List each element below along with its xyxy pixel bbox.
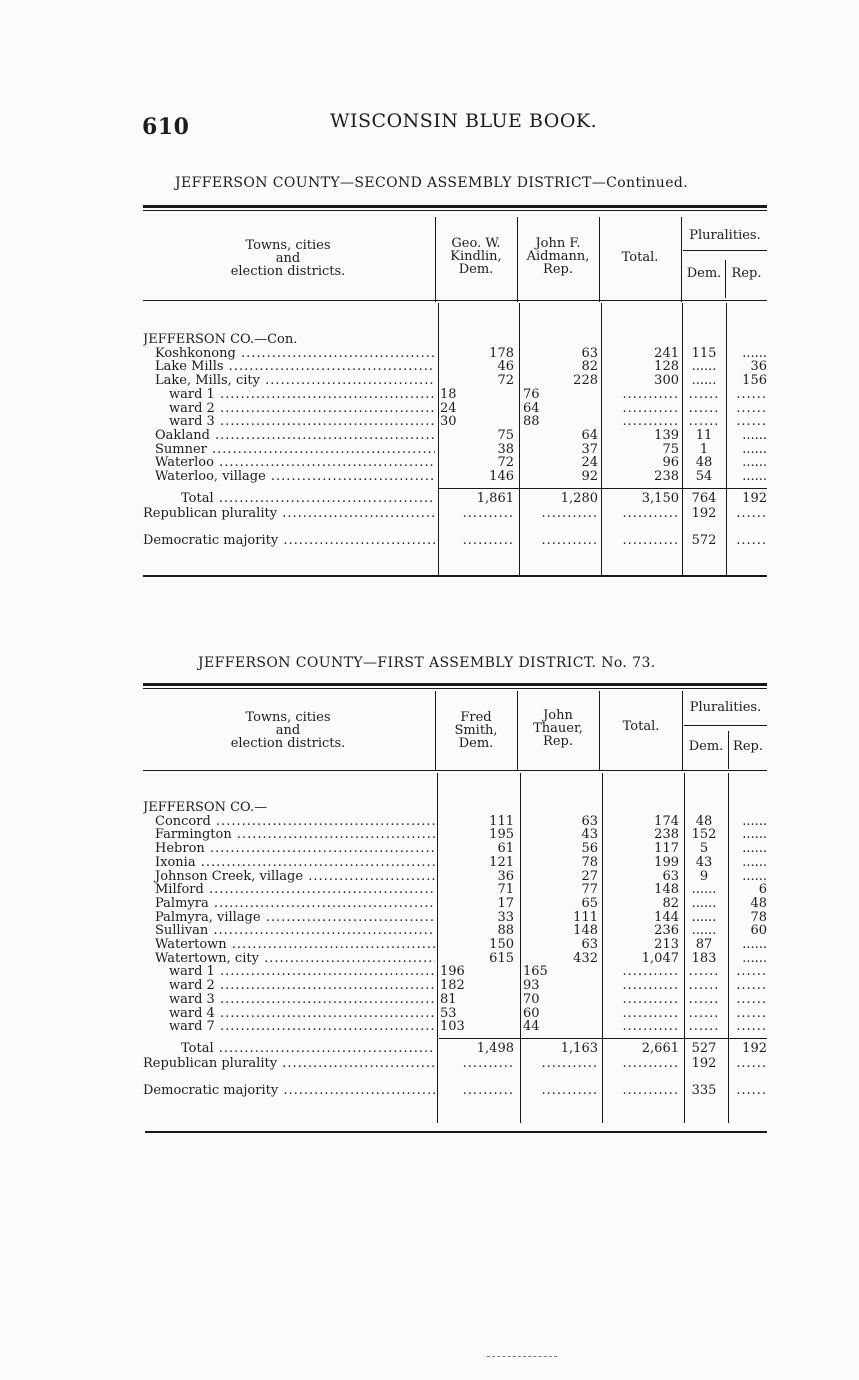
- dem-plurality: 54: [695, 469, 713, 484]
- dot-leader: ...........: [622, 1006, 679, 1021]
- rep-votes: 148: [573, 923, 598, 939]
- dem-votes: 38: [497, 441, 514, 457]
- header-candidate-rep: John F. Aidmann, Rep.: [526, 236, 590, 277]
- election-table: [143, 205, 767, 577]
- dem-plurality: 9: [699, 868, 709, 884]
- dot-leader: ......: [736, 533, 767, 548]
- dem-votes: 150: [489, 937, 514, 952]
- row-label: Watertown .....: [143, 938, 435, 952]
- total-votes: 75: [662, 441, 679, 457]
- rep-plurality: ......: [742, 427, 767, 443]
- table-caption: JEFFERSON COUNTY—FIRST ASSEMBLY DISTRICT. No. 73.: [198, 655, 656, 671]
- table-row: [143, 856, 767, 870]
- header-towns: Towns, cities and election districts.: [230, 710, 346, 751]
- header-rep: Rep.: [733, 739, 763, 754]
- total-votes: 128: [654, 359, 679, 375]
- table-row: [143, 492, 767, 506]
- dem-votes: 36: [497, 868, 514, 884]
- ward-rep-votes: 93: [523, 978, 540, 994]
- total-votes: 238: [654, 827, 679, 843]
- dot-leader: ..........: [462, 1083, 514, 1098]
- dem-plurality: ......: [691, 373, 717, 389]
- header-rep: Rep.: [731, 266, 762, 281]
- rep-plurality: 78: [750, 909, 767, 925]
- table-row: [143, 938, 767, 952]
- election-table: [143, 683, 767, 1133]
- rep-plurality: ......: [742, 469, 767, 484]
- rep-plurality: ......: [742, 854, 767, 870]
- dem-votes: 17: [497, 895, 514, 911]
- section-label: JEFFERSON CO.—Con.: [143, 333, 298, 347]
- row-label: Koshkonong .....: [143, 347, 435, 361]
- ward-dem-votes: 196: [440, 964, 465, 980]
- row-label: ward 7 .....: [143, 1020, 435, 1034]
- row-label: Johnson Creek, village .....: [143, 870, 435, 884]
- total-dem-votes: 1,861: [476, 490, 514, 506]
- rep-plurality: ......: [742, 827, 767, 843]
- row-label: Lake Mills .....: [143, 360, 435, 374]
- dot-leader: ...........: [622, 506, 679, 521]
- ward-rep-votes: 64: [523, 400, 540, 416]
- rep-plurality: ......: [742, 455, 767, 471]
- democratic-majority-value: 572: [691, 532, 717, 548]
- row-label: Waterloo, village .....: [143, 470, 435, 484]
- ward-dem-votes: 53: [440, 1005, 457, 1021]
- dot-leader: ......: [736, 506, 767, 521]
- table-row: [143, 470, 767, 484]
- row-label: Watertown, city .....: [143, 952, 435, 966]
- republican-plurality-value: 192: [691, 1055, 717, 1071]
- total-votes: 148: [654, 882, 679, 898]
- dot-leader: ...........: [622, 979, 679, 994]
- dem-votes: 88: [497, 923, 514, 939]
- dot-leader: ...........: [541, 1056, 598, 1071]
- grand-total: 2,661: [641, 1040, 679, 1056]
- section-label: JEFFERSON CO.—: [143, 801, 268, 815]
- row-label: Waterloo .....: [143, 456, 435, 470]
- dot-leader: ......: [736, 415, 767, 430]
- row-label: ward 3 .....: [143, 993, 435, 1007]
- header-candidate-rep: John Thauer, Rep.: [533, 708, 583, 749]
- rep-plurality: ......: [742, 345, 767, 361]
- total-votes: 139: [654, 427, 679, 443]
- table-row: [143, 429, 767, 443]
- rep-votes: 64: [581, 427, 598, 443]
- rep-votes: 63: [581, 937, 598, 952]
- dot-leader: ......: [736, 1083, 767, 1098]
- dem-plurality: 5: [699, 841, 709, 857]
- dem-plurality: 115: [691, 345, 717, 361]
- total-rep-votes: 1,163: [560, 1040, 598, 1056]
- dem-plurality: ......: [691, 895, 717, 911]
- dot-leader: ......: [688, 965, 720, 980]
- dot-leader: ......: [688, 387, 720, 402]
- dot-leader: ......: [736, 1056, 767, 1071]
- dot-leader: ......: [736, 965, 767, 980]
- dot-leader: ..........: [462, 506, 514, 521]
- page-footer-mark: [487, 1356, 557, 1358]
- democratic-majority-label: Democratic majority .....: [143, 534, 435, 548]
- total-rep-votes: 1,280: [560, 490, 598, 506]
- rep-plurality: ......: [742, 950, 767, 966]
- total-votes: 144: [654, 909, 679, 925]
- dot-leader: ...........: [622, 415, 679, 430]
- rep-plurality: ......: [742, 937, 767, 952]
- table-row: [143, 333, 767, 347]
- row-label: ward 2 .....: [143, 979, 435, 993]
- row-label: Hebron .....: [143, 842, 435, 856]
- ward-rep-votes: 88: [523, 414, 540, 430]
- page-number: 610: [142, 114, 190, 140]
- total-votes: 241: [654, 345, 679, 361]
- row-label: ward 1 .....: [143, 388, 435, 402]
- total-rep-plurality: 192: [742, 490, 767, 506]
- dem-votes: 615: [489, 950, 514, 966]
- republican-plurality-label: Republican plurality .....: [143, 507, 435, 521]
- dot-leader: ...........: [622, 965, 679, 980]
- democratic-majority-label: Democratic majority .....: [143, 1084, 435, 1098]
- dem-votes: 72: [497, 373, 514, 389]
- rep-plurality: 48: [750, 895, 767, 911]
- header-dem: Dem.: [686, 266, 722, 281]
- total-rule: [439, 1038, 767, 1039]
- total-dem-votes: 1,498: [476, 1040, 514, 1056]
- row-label: Sullivan .....: [143, 924, 435, 938]
- dot-leader: ......: [736, 1006, 767, 1021]
- ward-dem-votes: 182: [440, 978, 465, 994]
- dot-leader: ......: [736, 387, 767, 402]
- total-votes: 199: [654, 854, 679, 870]
- ward-dem-votes: 81: [440, 991, 457, 1007]
- header-candidate-dem: Geo. W. Kindlin, Dem.: [450, 236, 502, 277]
- dot-leader: ...........: [622, 1056, 679, 1071]
- dem-votes: 178: [489, 345, 514, 361]
- dot-leader: ......: [688, 979, 720, 994]
- rep-votes: 63: [581, 345, 598, 361]
- dot-leader: ...........: [622, 533, 679, 548]
- rep-plurality: 60: [750, 923, 767, 939]
- dot-leader: ...........: [541, 1083, 598, 1098]
- dot-leader: ......: [736, 1020, 767, 1035]
- dem-votes: 71: [497, 882, 514, 898]
- total-rule: [439, 488, 767, 489]
- table-row: [143, 388, 767, 402]
- rep-plurality: ......: [742, 813, 767, 829]
- dot-leader: ......: [736, 401, 767, 416]
- total-label: Total .....: [143, 492, 435, 506]
- table-row: [143, 842, 767, 856]
- rep-plurality: ......: [742, 841, 767, 857]
- dot-leader: ...........: [622, 387, 679, 402]
- dot-leader: ...........: [622, 1083, 679, 1098]
- total-rep-plurality: 192: [742, 1040, 767, 1056]
- row-label: Lake, Mills, city .....: [143, 374, 435, 388]
- table-row: [143, 1020, 767, 1034]
- dem-plurality: ......: [691, 882, 717, 898]
- rep-votes: 82: [581, 359, 598, 375]
- table-row: [143, 897, 767, 911]
- rep-plurality: 6: [758, 882, 767, 898]
- dem-plurality: ......: [691, 909, 717, 925]
- ward-rep-votes: 70: [523, 991, 540, 1007]
- dem-plurality: 152: [691, 827, 717, 843]
- table-row: [143, 993, 767, 1007]
- dot-leader: ......: [736, 979, 767, 994]
- table-row: [143, 1057, 767, 1071]
- header-candidate-dem: Fred Smith, Dem.: [454, 710, 498, 751]
- dot-leader: ......: [688, 415, 720, 430]
- dem-plurality: 48: [695, 813, 713, 829]
- rep-votes: 37: [581, 441, 598, 457]
- dot-leader: ...........: [541, 506, 598, 521]
- rep-votes: 92: [581, 469, 598, 484]
- rep-votes: 228: [573, 373, 598, 389]
- ward-rep-votes: 165: [523, 964, 548, 980]
- dem-votes: 111: [489, 813, 514, 829]
- table-row: [143, 1042, 767, 1056]
- total-votes: 213: [654, 937, 679, 952]
- dem-plurality: ......: [691, 923, 717, 939]
- total-votes: 117: [654, 841, 679, 857]
- dem-plurality: 87: [695, 937, 713, 952]
- table-row: [143, 507, 767, 521]
- dem-votes: 195: [489, 827, 514, 843]
- table-row: [143, 1084, 767, 1098]
- dot-leader: ......: [688, 401, 720, 416]
- header-dem: Dem.: [688, 739, 724, 754]
- dot-leader: ......: [688, 992, 720, 1007]
- total-label: Total .....: [143, 1042, 435, 1056]
- grand-total: 3,150: [641, 490, 679, 506]
- dem-votes: 61: [497, 841, 514, 857]
- dem-votes: 75: [497, 427, 514, 443]
- rep-votes: 56: [581, 841, 598, 857]
- rep-plurality: ......: [742, 441, 767, 457]
- table-body: [143, 683, 767, 1133]
- row-label: Oakland .....: [143, 429, 435, 443]
- header-total: Total.: [621, 250, 659, 265]
- row-label: ward 4 .....: [143, 1007, 435, 1021]
- total-dem-plurality: 764: [691, 490, 717, 506]
- dem-votes: 121: [489, 854, 514, 870]
- row-label: ward 3 .....: [143, 415, 435, 429]
- rep-votes: 78: [581, 854, 598, 870]
- dem-plurality: ......: [691, 359, 717, 375]
- dem-plurality: 183: [691, 950, 717, 966]
- total-votes: 300: [654, 373, 679, 389]
- header-total: Total.: [622, 719, 660, 734]
- ward-dem-votes: 24: [440, 400, 457, 416]
- row-label: ward 2 .....: [143, 402, 435, 416]
- table-row: [143, 534, 767, 548]
- dem-plurality: 43: [695, 854, 713, 870]
- ward-dem-votes: 18: [440, 386, 457, 402]
- row-label: Sumner .....: [143, 443, 435, 457]
- row-label: Ixonia .....: [143, 856, 435, 870]
- table-row: [143, 801, 767, 815]
- row-label: ward 1 .....: [143, 965, 435, 979]
- rep-votes: 27: [581, 868, 598, 884]
- republican-plurality-value: 192: [691, 505, 717, 521]
- dem-plurality: 11: [695, 427, 713, 443]
- dem-votes: 33: [497, 909, 514, 925]
- republican-plurality-label: Republican plurality .....: [143, 1057, 435, 1071]
- dot-leader: ...........: [541, 533, 598, 548]
- row-label: Milford .....: [143, 883, 435, 897]
- dot-leader: ...........: [622, 992, 679, 1007]
- row-label: Concord .....: [143, 815, 435, 829]
- dem-votes: 72: [497, 455, 514, 471]
- total-votes: 236: [654, 923, 679, 939]
- dot-leader: ......: [688, 1020, 720, 1035]
- table-caption: JEFFERSON COUNTY—SECOND ASSEMBLY DISTRICT—Continued.: [175, 175, 689, 191]
- running-head: WISCONSIN BLUE BOOK.: [330, 110, 598, 132]
- rep-votes: 111: [573, 909, 598, 925]
- ward-rep-votes: 76: [523, 386, 540, 402]
- total-votes: 63: [662, 868, 679, 884]
- rep-plurality: 156: [742, 373, 767, 389]
- dot-leader: ......: [688, 1006, 720, 1021]
- dot-leader: ..........: [462, 533, 514, 548]
- rep-votes: 43: [581, 827, 598, 843]
- rep-plurality: ......: [742, 868, 767, 884]
- dem-votes: 146: [489, 469, 514, 484]
- dot-leader: ...........: [622, 1020, 679, 1035]
- dem-plurality: 48: [695, 455, 713, 471]
- total-votes: 174: [654, 813, 679, 829]
- total-votes: 96: [662, 455, 679, 471]
- total-votes: 238: [654, 469, 679, 484]
- rep-plurality: 36: [750, 359, 767, 375]
- ward-rep-votes: 44: [523, 1019, 540, 1035]
- header-pluralities: Pluralities.: [689, 228, 761, 243]
- table-row: [143, 979, 767, 993]
- rep-votes: 24: [581, 455, 598, 471]
- rep-votes: 65: [581, 895, 598, 911]
- rep-votes: 432: [573, 950, 598, 966]
- rep-votes: 77: [581, 882, 598, 898]
- table-body: [143, 205, 767, 577]
- row-label: Palmyra .....: [143, 897, 435, 911]
- dot-leader: ......: [736, 992, 767, 1007]
- ward-dem-votes: 30: [440, 414, 457, 430]
- table-row: [143, 374, 767, 388]
- total-votes: 82: [662, 895, 679, 911]
- total-votes: 1,047: [641, 950, 679, 966]
- ward-dem-votes: 103: [440, 1019, 465, 1035]
- row-label: Farmington .....: [143, 828, 435, 842]
- row-label: Palmyra, village .....: [143, 911, 435, 925]
- dem-votes: 46: [497, 359, 514, 375]
- header-towns: Towns, cities and election districts.: [230, 238, 346, 279]
- democratic-majority-value: 335: [691, 1082, 717, 1098]
- dot-leader: ...........: [622, 401, 679, 416]
- ward-rep-votes: 60: [523, 1005, 540, 1021]
- total-dem-plurality: 527: [691, 1040, 717, 1056]
- header-pluralities: Pluralities.: [689, 700, 762, 715]
- rep-votes: 63: [581, 813, 598, 829]
- dot-leader: ..........: [462, 1056, 514, 1071]
- dem-plurality: 1: [699, 441, 709, 457]
